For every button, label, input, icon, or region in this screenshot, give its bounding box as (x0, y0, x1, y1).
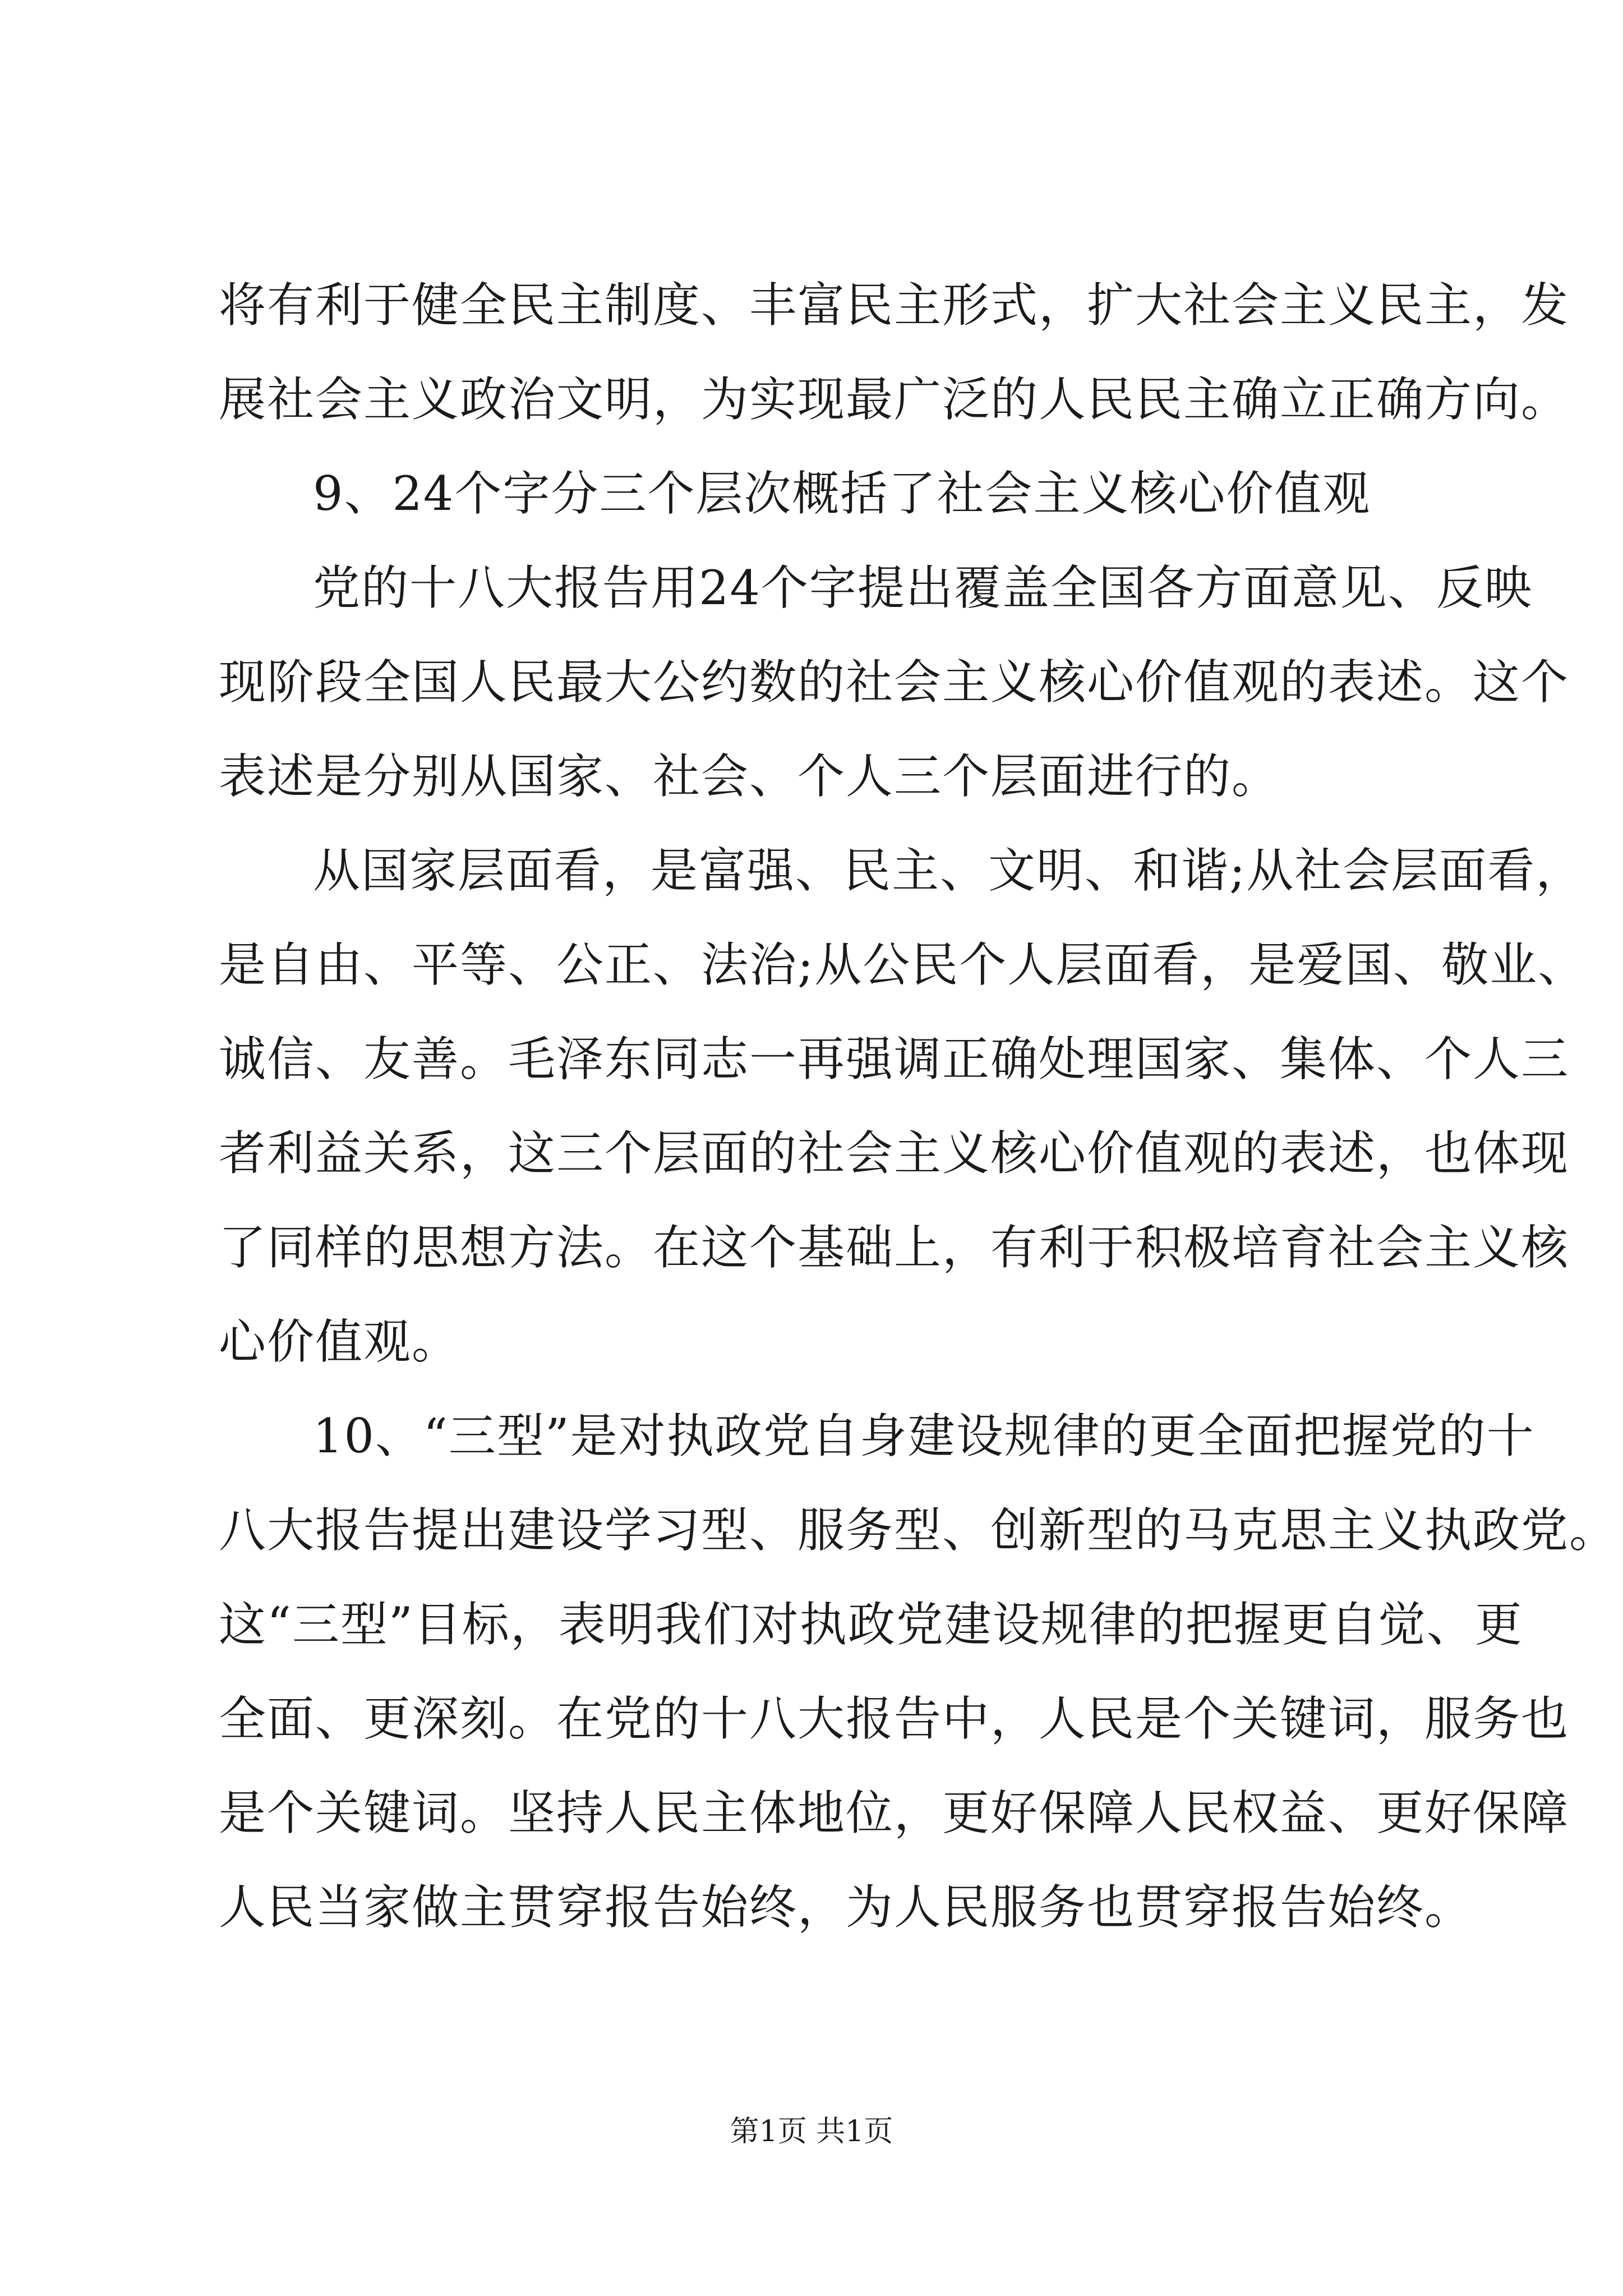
section-heading-9: 9、24个字分三个层次概括了社会主义核心价值观 (313, 466, 1371, 521)
text-line: 现阶段全国人民最大公约数的社会主义核心价值观的表述。这个 (219, 655, 1570, 710)
text-line: 是个关键词。坚持人民主体地位，更好保障人民权益、更好保障 (219, 1786, 1570, 1841)
text-line: 诚信、友善。毛泽东同志一再强调正确处理国家、集体、个人三 (219, 1032, 1570, 1087)
text-line: 全面、更深刻。在党的十八大报告中，人民是个关键词，服务也 (219, 1691, 1570, 1746)
text-line: 八大报告提出建设学习型、服务型、创新型的马克思主义执政党。 (219, 1503, 1618, 1558)
text-line: 将有利于健全民主制度、丰富民主形式，扩大社会主义民主，发 (219, 278, 1570, 333)
text-line: 党的十八大报告用24个字提出覆盖全国各方面意见、反映 (313, 560, 1533, 615)
page-number-footer: 第1页 共1页 (730, 2115, 893, 2148)
section-heading-10: 10、“三型”是对执政党自身建设规律的更全面把握党的十 (313, 1409, 1535, 1464)
text-line: 展社会主义政治文明，为实现最广泛的人民民主确立正确方向。 (219, 372, 1570, 427)
text-line: 了同样的思想方法。在这个基础上，有利于积极培育社会主义核 (219, 1220, 1570, 1275)
text-line: 这“三型”目标，表明我们对执政党建设规律的把握更自觉、更 (219, 1597, 1523, 1652)
text-line: 人民当家做主贯穿报告始终，为人民服务也贯穿报告始终。 (219, 1880, 1473, 1935)
text-line: 心价值观。 (219, 1314, 460, 1369)
document-body (219, 258, 1618, 1954)
text-line: 表述是分别从国家、社会、个人三个层面进行的。 (219, 749, 1280, 804)
text-line: 从国家层面看，是富强、民主、文明、和谐;从社会层面看， (313, 843, 1584, 898)
text-line: 者利益关系，这三个层面的社会主义核心价值观的表述，也体现 (219, 1126, 1570, 1181)
text-line: 是自由、平等、公正、法治;从公民个人层面看，是爱国、敬业、 (219, 937, 1587, 992)
